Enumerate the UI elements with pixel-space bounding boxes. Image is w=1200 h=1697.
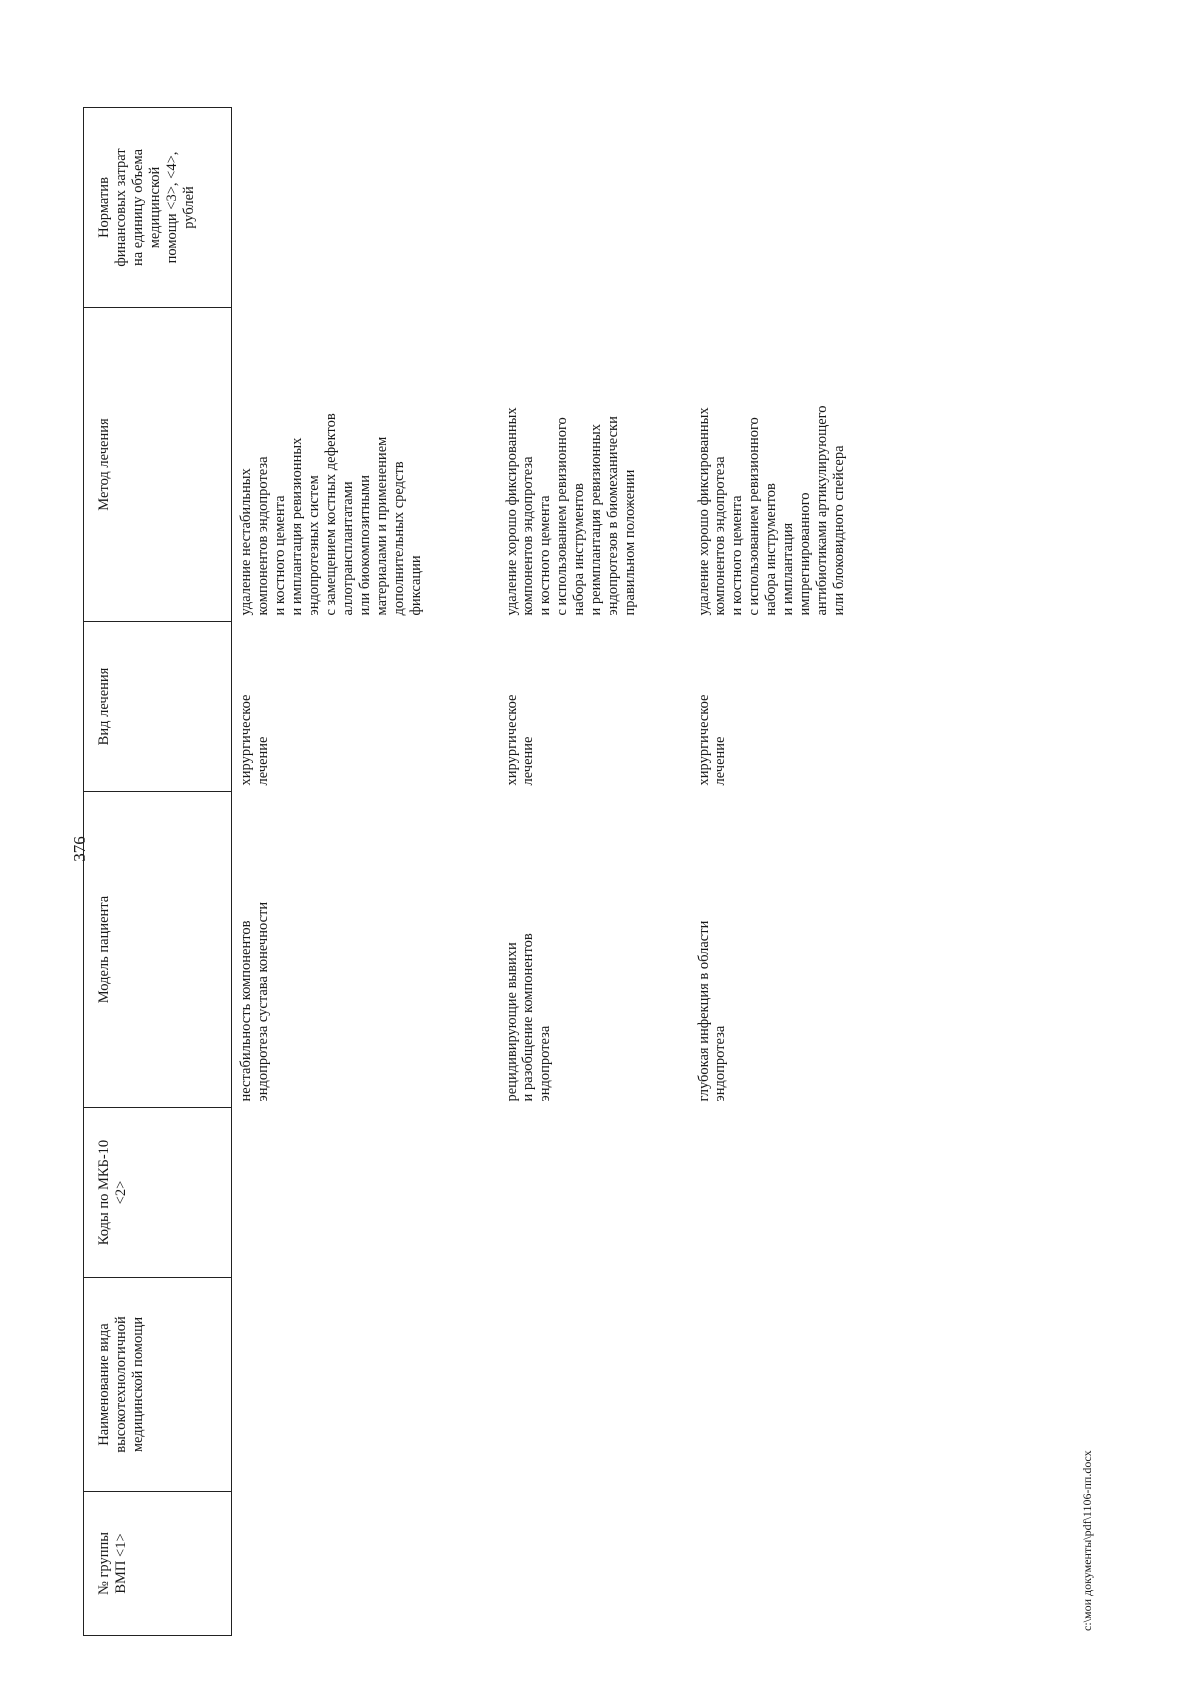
- header-icd10-codes: Коды по МКБ-10 <2>: [84, 1108, 232, 1278]
- cell-patient-model: глубокая инфекция в области эндопротеза: [695, 920, 729, 1102]
- cell-patient-model: нестабильность компонентов эндопротеза сустава конечности: [238, 901, 271, 1102]
- cell-group-number: [498, 1492, 690, 1636]
- cell-care-type-name: [498, 1278, 690, 1492]
- table-row: [498, 108, 690, 1636]
- cell-cost-standard: [690, 108, 849, 308]
- cell-treatment-type: хирургическое лечение: [238, 694, 271, 786]
- header-treatment-type: Вид лечения: [84, 622, 232, 792]
- cell-icd10-codes: [232, 1108, 498, 1278]
- cell-care-type-name: [690, 1278, 849, 1492]
- page-number: 376: [70, 836, 89, 862]
- cell-cost-standard: [232, 108, 498, 308]
- cell-cost-standard: [498, 108, 690, 308]
- cell-patient-model: рецидивирующие вывихи и разобщение компонентов эндопротеза: [503, 933, 554, 1102]
- cell-treatment-method: удаление нестабильных компонентов эндопротеза и костного цемента и имплантация ревизионных эндопротезных систем с замещением костных дефектов аллотрансплантатами или биокомпозитными материалами и применением дополнительных средств фиксации: [238, 413, 424, 616]
- table-row: [232, 108, 498, 1636]
- vmp-table: [83, 107, 848, 1636]
- cell-treatment-type: хирургическое лечение: [503, 694, 537, 786]
- header-group-number: № группы ВМП <1>: [84, 1492, 232, 1636]
- cell-icd10-codes: [690, 1108, 849, 1278]
- cell-care-type-name: [232, 1278, 498, 1492]
- footer-file-path: c:\мои документы\pdf\1106-пп.docx: [1080, 1450, 1094, 1631]
- cell-group-number: [690, 1492, 849, 1636]
- table-header-row: [84, 108, 232, 1636]
- cell-group-number: [232, 1492, 498, 1636]
- header-care-type-name: Наименование вида высокотехнологичной медицинской помощи: [84, 1278, 232, 1492]
- header-cost-standard: Норматив финансовых затрат на единицу объема медицинской помощи <3>, <4>, рублей: [84, 108, 232, 308]
- cell-treatment-method: удаление хорошо фиксированных компонентов эндопротеза и костного цемента с использованием ревизионного набора инструментов и имплантация импрегнированного антибиотиками артикулирующего или блоковидного спейсера: [695, 405, 848, 616]
- cell-treatment-method: удаление хорошо фиксированных компонентов эндопротеза и костного цемента с использованием ревизионного набора инструментов и реимплантация ревизионных эндопротезов в биомеханически правильном положении: [503, 407, 639, 616]
- header-patient-model: Модель пациента: [84, 792, 232, 1108]
- cell-treatment-type: хирургическое лечение: [695, 694, 729, 786]
- cell-icd10-codes: [498, 1108, 690, 1278]
- table-row: [690, 108, 849, 1636]
- header-treatment-method: Метод лечения: [84, 308, 232, 622]
